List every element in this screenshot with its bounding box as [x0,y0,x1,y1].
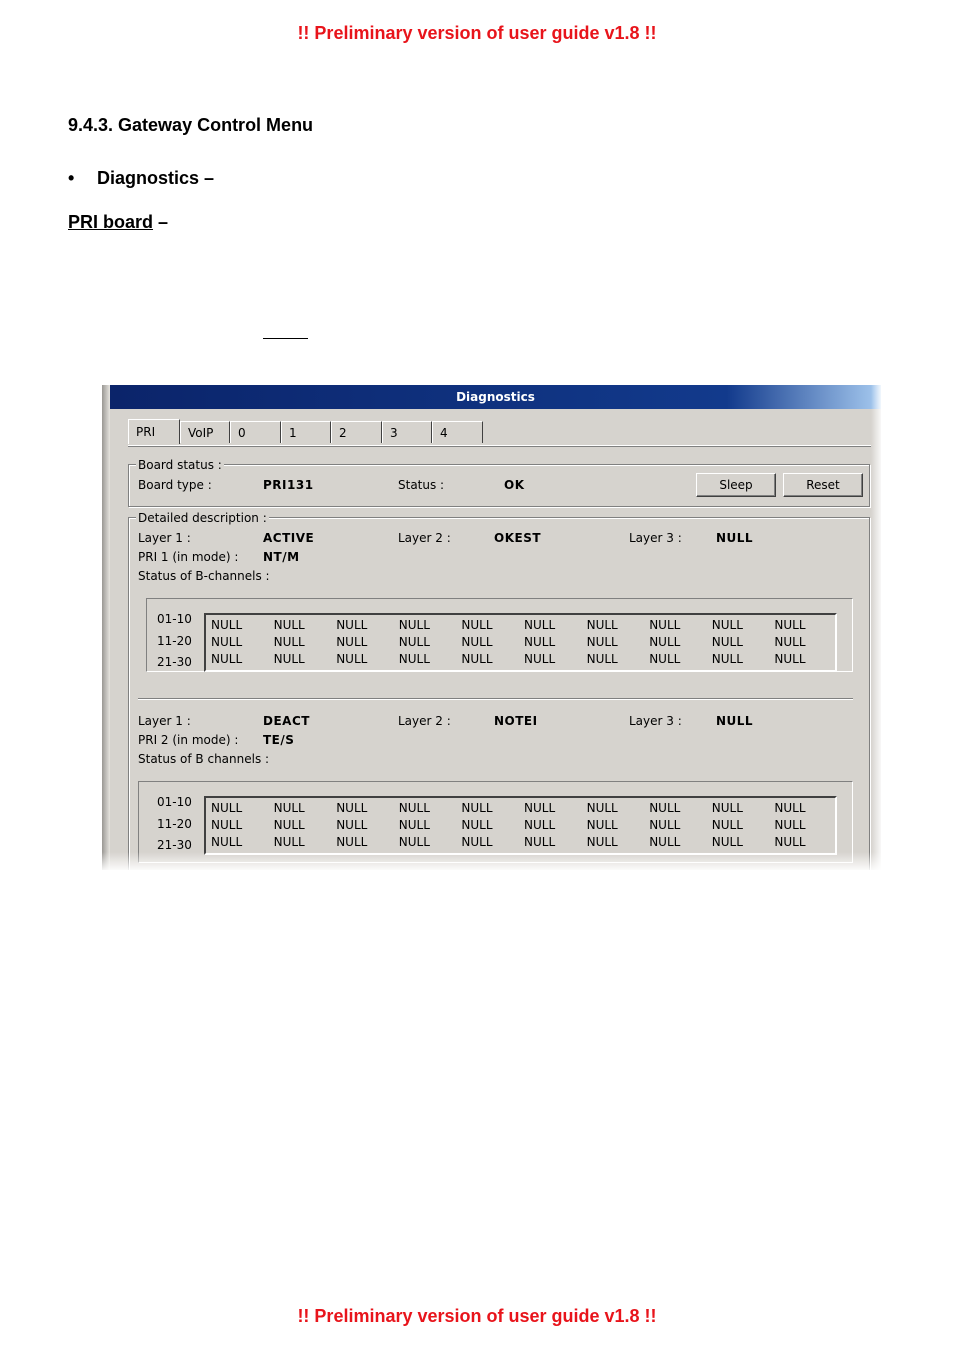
pri1-row-label: 01-10 [157,612,192,626]
pri1-channel-cell: NULL [711,652,743,666]
pri1-layer2-label: Layer 2 : [398,531,451,545]
tab-strip [128,421,483,445]
pri-separator [138,698,853,700]
pri1-channel-cell: NULL [461,635,493,649]
pri2-mode-label: PRI 2 (in mode) : [138,733,239,747]
status-label: Status : [398,478,445,492]
board-type-label: Board type : [138,478,212,492]
pri1-channel-cell: NULL [336,652,368,666]
pri2-row-label: 11-20 [157,817,192,831]
pri1-channel-cell: NULL [461,652,493,666]
pri2-layer1-label: Layer 1 : [138,714,191,728]
pri2-channel-cell: NULL [211,801,243,815]
pri2-mode-value: TE/S [263,733,295,747]
pri1-channel-cell: NULL [273,652,305,666]
pri1-channel-cell: NULL [211,635,243,649]
preliminary-banner-bottom: !! Preliminary version of user guide v1.8 !! [297,1306,657,1326]
pri2-channel-cell: NULL [649,801,681,815]
pri1-channel-cell: NULL [211,652,243,666]
preliminary-banner-top: !! Preliminary version of user guide v1.8 !! [297,23,657,43]
pri2-channel-cell: NULL [774,801,806,815]
pri2-channel-cell: NULL [211,818,243,832]
tab-2[interactable]: 2 [331,421,382,443]
pri1-mode-value: NT/M [263,550,300,564]
pri2-row-label: 01-10 [157,795,192,809]
pri2-bchannels-label: Status of B channels : [138,752,270,766]
pri2-channel-cell: NULL [524,835,556,849]
pri2-channel-cell: NULL [273,818,305,832]
pri2-channel-cell: NULL [461,818,493,832]
pri1-channel-cell: NULL [211,618,243,632]
screenshot-fade-bottom [102,852,881,870]
pri1-channel-cell: NULL [586,618,618,632]
pri1-channel-cell: NULL [774,635,806,649]
pri2-channel-cell: NULL [649,818,681,832]
pri1-layer2-value: OKEST [494,531,542,545]
pri2-channel-cell: NULL [398,801,430,815]
pri1-channel-cell: NULL [273,635,305,649]
pri1-channel-cell: NULL [524,652,556,666]
pri1-channel-cell: NULL [649,635,681,649]
pri-board-heading [68,212,168,233]
pri2-channel-cell: NULL [336,801,368,815]
pri1-channel-cell: NULL [586,652,618,666]
pri2-channel-cell: NULL [398,818,430,832]
pri1-channel-cell: NULL [524,635,556,649]
reset-button[interactable]: Reset [783,473,863,497]
pri1-channel-cell: NULL [711,635,743,649]
status-value: OK [504,478,525,492]
pri1-channel-cell: NULL [398,618,430,632]
board-type-value: PRI131 [263,478,314,492]
pri2-channel-cell: NULL [774,818,806,832]
underline-stub [263,338,308,339]
pri1-channel-cell: NULL [774,652,806,666]
pri2-channel-cell: NULL [211,835,243,849]
pri1-layer3-label: Layer 3 : [629,531,682,545]
pri1-channel-cell: NULL [336,635,368,649]
bullet-diagnostics [68,168,214,189]
tab-4[interactable]: 4 [432,421,483,443]
pri1-row-label: 21-30 [157,655,192,669]
board-status-title: Board status : [138,458,222,472]
pri1-channel-cell: NULL [461,618,493,632]
pri2-channel-cell: NULL [711,818,743,832]
pri1-channel-cell: NULL [524,618,556,632]
pri2-channel-cell: NULL [649,835,681,849]
pri2-channel-cell: NULL [398,835,430,849]
pri2-layer2-value: NOTEI [494,714,538,728]
pri2-channel-cell: NULL [711,801,743,815]
pri2-layer3-value: NULL [716,714,754,728]
pri1-bchannels-label: Status of B-channels : [138,569,270,583]
pri-board-dash: – [153,212,169,232]
pri2-channel-cell: NULL [774,835,806,849]
pri1-channel-cell: NULL [649,652,681,666]
pri2-channel-cell: NULL [336,835,368,849]
dialog-title: Diagnostics [110,385,881,409]
pri1-channel-cell: NULL [273,618,305,632]
pri1-layer1-label: Layer 1 : [138,531,191,545]
pri2-channel-cell: NULL [586,818,618,832]
tab-divider [128,445,871,447]
tab-0[interactable]: 0 [230,421,281,443]
pri1-layer1-value: ACTIVE [263,531,315,545]
pri1-channel-cell: NULL [336,618,368,632]
pri1-row-label: 11-20 [157,634,192,648]
pri2-layer2-label: Layer 2 : [398,714,451,728]
bullet-text: Diagnostics – [97,168,215,188]
sleep-button[interactable]: Sleep [696,473,776,497]
tab-pri[interactable]: PRI [128,419,180,444]
pri2-layer3-label: Layer 3 : [629,714,682,728]
pri2-channel-cell: NULL [461,835,493,849]
pri2-channel-cell: NULL [586,801,618,815]
pri1-channels-grid [204,613,837,672]
tab-3[interactable]: 3 [382,421,432,443]
pri2-channel-cell: NULL [336,818,368,832]
pri2-row-label: 21-30 [157,838,192,852]
pri1-channel-cell: NULL [711,618,743,632]
tab-voip[interactable]: VoIP [180,421,230,443]
pri2-channel-cell: NULL [586,835,618,849]
pri1-channel-cell: NULL [774,618,806,632]
pri2-channel-cell: NULL [273,801,305,815]
pri2-channel-cell: NULL [524,818,556,832]
bullet-dot-icon: • [68,168,75,188]
pri-board-label: PRI board [68,212,154,232]
tab-1[interactable]: 1 [281,421,331,443]
pri2-channel-cell: NULL [711,835,743,849]
diagnostics-dialog [102,385,881,870]
pri2-channel-cell: NULL [461,801,493,815]
pri2-channel-cell: NULL [273,835,305,849]
section-heading: 9.4.3. Gateway Control Menu [68,115,314,135]
pri1-channel-cell: NULL [649,618,681,632]
screenshot-fade-right [871,385,881,870]
pri2-layer1-value: DEACT [263,714,310,728]
detailed-description-title: Detailed description : [138,511,267,525]
pri1-channel-cell: NULL [398,635,430,649]
pri1-layer3-value: NULL [716,531,754,545]
pri1-channel-cell: NULL [586,635,618,649]
pri2-channels-grid [204,796,837,855]
pri1-mode-label: PRI 1 (in mode) : [138,550,239,564]
pri2-channel-cell: NULL [524,801,556,815]
pri1-channel-cell: NULL [398,652,430,666]
